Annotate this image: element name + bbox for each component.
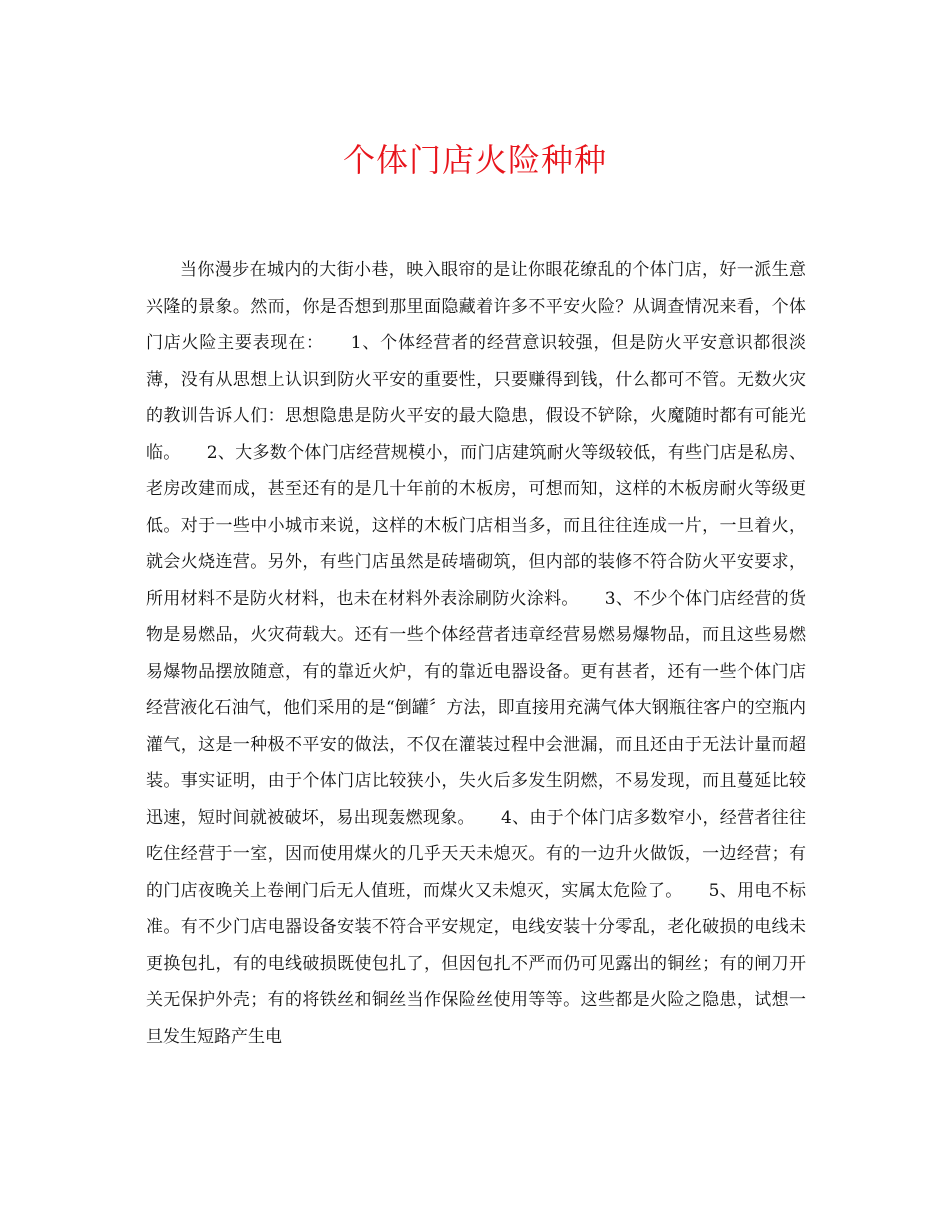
- document-body-paragraph: 当你漫步在城内的大街小巷，映入眼帘的是让你眼花缭乱的个体门店，好一派生意兴隆的景象。然而，你是否想到那里面隐藏着许多不平安火险？从调查情况来看，个体门店火险主要表现在： 1、个体经营者的经营意识较强，但是防火平安意识都很淡薄，没有从思想上认识到防火平安的重要性，只要赚得到钱，什么都可不管。无数火灾的教训告诉人们：思想隐患是防火平安的最大隐患，假设不铲除，火魔随时都有可能光临。 2、大多数个体门店经营规模小，而门店建筑耐火等级较低，有些门店是私房、老房改建而成，甚至还有的是几十年前的木板房，可想而知，这样的木板房耐火等级更低。对于一些中小城市来说，这样的木板门店相当多，而且往往连成一片，一旦着火，就会火烧连营。另外，有些门店虽然是砖墙砌筑，但内部的装修不符合防火平安要求，所用材料不是防火材料，也未在材料外表涂刷防火涂料。 3、不少个体门店经营的货物是易燃品，火灾荷载大。还有一些个体经营者违章经营易燃易爆物品，而且这些易燃易爆物品摆放随意，有的靠近火炉，有的靠近电器设备。更有甚者，还有一些个体门店经营液化石油气，他们采用的是“倒罐〞方法，即直接用充满气体大钢瓶往客户的空瓶内灌气，这是一种极不平安的做法，不仅在灌装过程中会泄漏，而且还由于无法计量而超装。事实证明，由于个体门店比较狭小，失火后多发生阴燃，不易发现，而且蔓延比较迅速，短时间就被破坏，易出现轰燃现象。 4、由于个体门店多数窄小，经营者往往吃住经营于一室，因而使用煤火的几乎天天未熄灭。有的一边升火做饭，一边经营；有的门店夜晚关上卷闸门后无人值班，而煤火又未熄灭，实属太危险了。 5、用电不标准。有不少门店电器设备安装不符合平安规定，电线安装十分零乱，老化破损的电线未更换包扎，有的电线破损既使包扎了，但因包扎不严而仍可见露出的铜丝；有的闸刀开关无保护外壳；有的将铁丝和铜丝当作保险丝使用等等。这些都是火险之隐患，试想一旦发生短路产生电: [146, 260, 806, 1047]
- document-title: 个体门店火险种种: [342, 141, 607, 179]
